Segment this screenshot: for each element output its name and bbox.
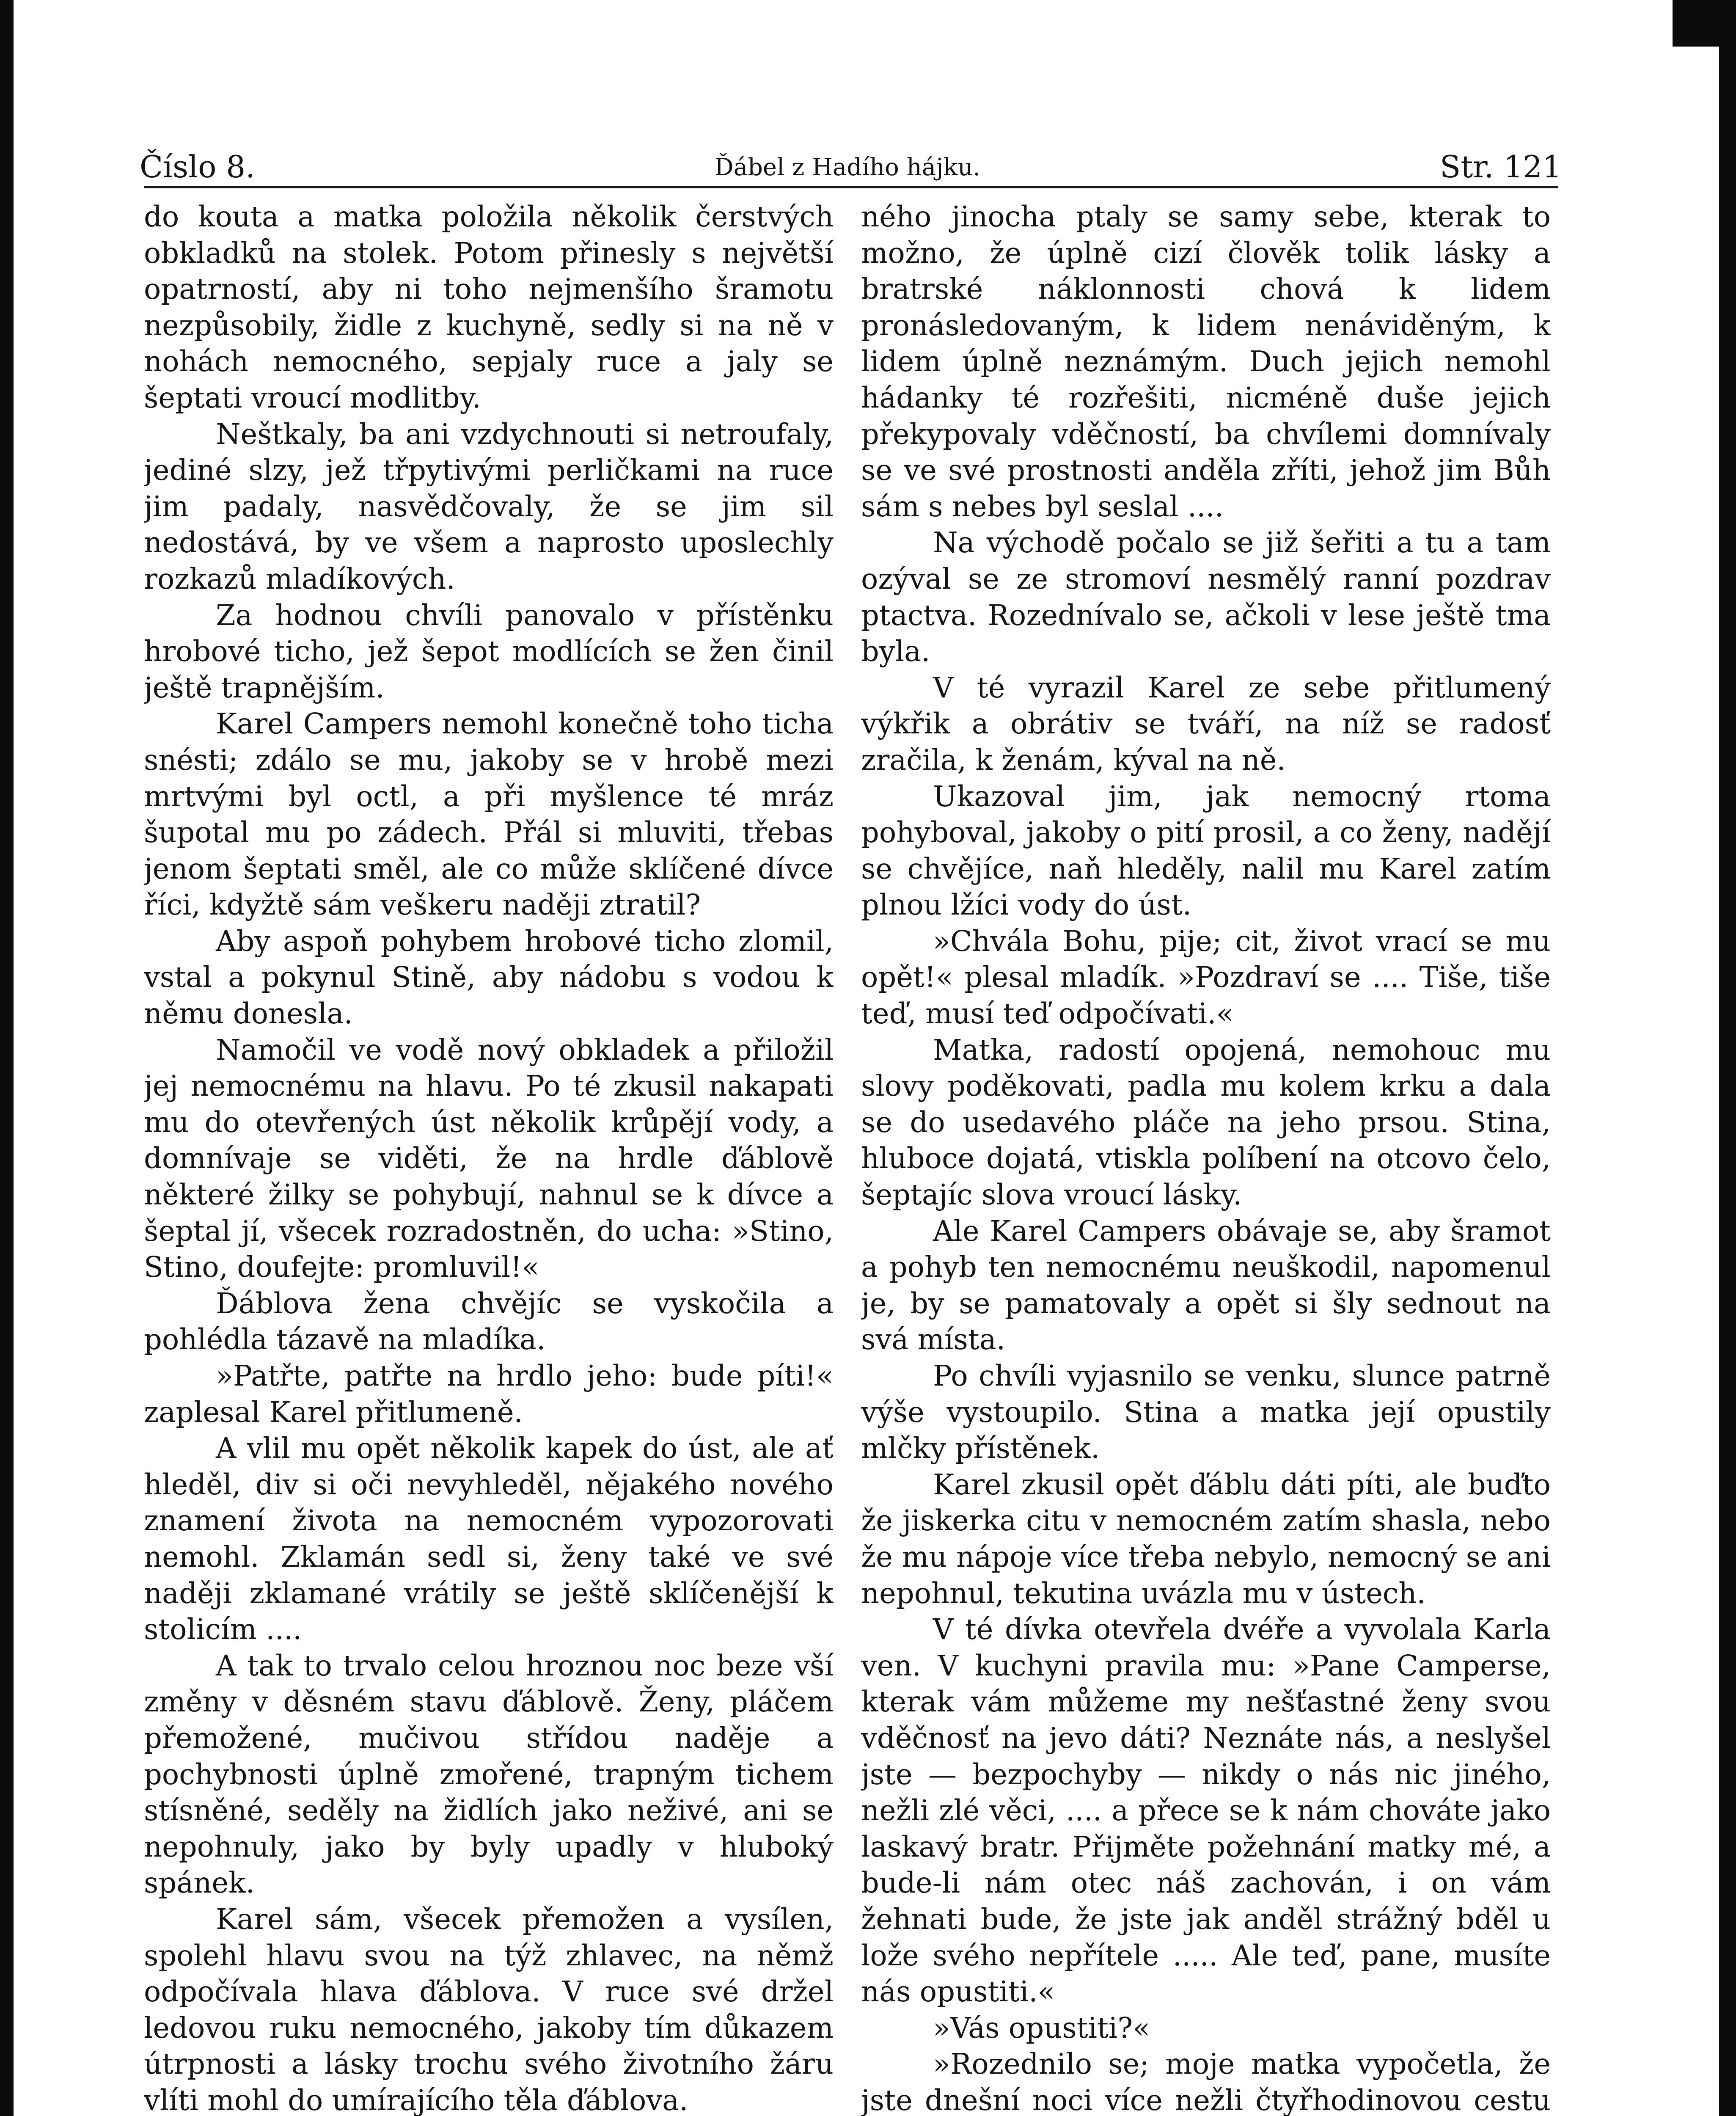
paragraph: Karel Campers nemohl konečně toho ticha snésti; zdálo se mu, jakoby se v hrobě mezi mrtvými byl octl, a při myšlence té mráz šupotal mu po zádech. Přál si mluviti, třebas jenom šeptati směl, ale co může sklíčené dívce říci, kdyžtě sám veškeru naději ztratil? xyxy=(144,707,834,922)
scan-border-left xyxy=(0,0,14,2116)
paragraph: do kouta a matka položila několik čerstvých obkladků na stolek. Potom přinesly s největší opatrností, aby ni toho nejmenšího šramotu nezpůsobily, židle z kuchyně, sedly si na ně v nohách nemocného, sepjaly ruce a jaly se šeptati vroucí modlitby. xyxy=(144,200,834,414)
paragraph: Karel sám, všecek přemožen a vysílen, spolehl hlavu svou na týž zhlavec, na němž odpočívala hlava ďáblova. V ruce své držel ledovou ruku nemocného, jakoby tím důkazem útrpnosti a lásky trochu svého životního žáru vlíti mohl do umírajícího těla ďáblova. xyxy=(144,1902,834,2116)
right-column xyxy=(861,199,1551,2116)
paragraph: Za hodnou chvíli panovalo v přístěnku hrobové ticho, jež šepot modlících se žen činil ještě trapnějším. xyxy=(144,598,834,704)
paragraph: V té dívka otevřela dvéře a vyvolala Karla ven. V kuchyni pravila mu: »Pane Camperse, kterak vám můžeme my nešťastné ženy svou vděčnosť na jevo dáti? Neznáte nás, a neslyšel jste — bezpochyby — nikdy o nás nic jiného, nežli zlé věci, .... a přece se k nám chováte jako laskavý bratr. Přijměte požehnání matky mé, a bude-li nám otec náš zachován, i on vám žehnati bude, že jste jak anděl strážný bděl u lože svého nepřítele ..... Ale teď, pane, musíte nás opustiti.« xyxy=(861,1613,1551,2009)
paragraph: Po chvíli vyjasnilo se venku, slunce patrně výše vystoupilo. Stina a matka její opustily mlčky přístěnek. xyxy=(861,1359,1551,1465)
paragraph: A vlil mu opět několik kapek do úst, ale ať hleděl, div si oči nevyhleděl, nějakého nového znamení života na nemocném vypozorovati nemohl. Zklamán sedl si, ženy také ve své naději zklamané vrátily se ještě sklíčenější k stolicím .... xyxy=(144,1432,834,1646)
paragraph: Ďáblova žena chvějíc se vyskočila a pohlédla tázavě na mladíka. xyxy=(144,1287,834,1356)
running-title: Ďábel z Hadího hájku. xyxy=(714,154,981,181)
paragraph: ného jinocha ptaly se samy sebe, kterak to možno, že úplně cizí člověk tolik lásky a bratrské náklonnosti chová k lidem pronásledovaným, k lidem nenáviděným, k lidem úplně neznámým. Duch jejich nemohl hádanky té rozřešiti, nicméně duše jejich překypovaly vděčností, ba chvílemi domnívaly se ve své prostnosti anděla zříti, jehož jim Bůh sám s nebes byl seslal .... xyxy=(861,200,1551,523)
paragraph: Na východě počalo se již šeřiti a tu a tam ozýval se ze stromoví nesmělý ranní pozdrav ptactva. Rozednívalo se, ačkoli v lese ještě tma byla. xyxy=(861,526,1551,668)
scan-border-corner xyxy=(1673,0,1736,47)
paragraph: Ukazoval jim, jak nemocný rtoma pohyboval, jakoby o pití prosil, a co ženy, nadějí se chvějíce, naň hleděly, nalil mu Karel zatím plnou lžíci vody do úst. xyxy=(861,780,1551,922)
paragraph: V té vyrazil Karel ze sebe přitlumený výkřik a obrátiv se tváří, na níž se radosť zračila, k ženám, kýval na ně. xyxy=(861,671,1551,777)
page-number: Str. 121 xyxy=(1440,149,1562,185)
page-header xyxy=(140,127,1562,185)
paragraph: Matka, radostí opojená, nemohouc mu slovy poděkovati, padla mu kolem krku a dala se do usedavého pláče na jeho prsou. Stina, hluboce dojatá, vtiskla políbení na otcovo čelo, šeptajíc slova vroucí lásky. xyxy=(861,1033,1551,1212)
paragraph: Ale Karel Campers obávaje se, aby šramot a pohyb ten nemocnému neuškodil, napomenul je, by se pamatovaly a opět si šly sednout na svá místa. xyxy=(861,1214,1551,1356)
scan-border-right xyxy=(1719,0,1736,2116)
paragraph: Karel zkusil opět ďáblu dáti píti, ale buďto že jiskerka citu v nemocném zatím shasla, nebo že mu nápoje více třeba nebylo, nemocný se ani nepohnul, tekutina uvázla mu v ústech. xyxy=(861,1468,1551,1610)
header-rule xyxy=(144,186,1558,188)
paragraph: »Patřte, patřte na hrdlo jeho: bude píti!« zaplesal Karel přitlumeně. xyxy=(144,1359,834,1429)
paragraph: Neštkaly, ba ani vzdychnouti si netroufaly, jediné slzy, jež třpytivými perličkami na ruce jim padaly, nasvědčovaly, že se jim sil nedostává, by ve všem a naprosto uposlechly rozkazů mladíkových. xyxy=(144,417,834,595)
paragraph: »Chvála Bohu, pije; cit, život vrací se mu opět!« plesal mladík. »Pozdraví se .... Tiše, tiše teď, musí teď odpočívati.« xyxy=(861,924,1551,1030)
paragraph: Namočil ve vodě nový obkladek a přiložil jej nemocnému na hlavu. Po té zkusil nakapati mu do otevřených úst několik krůpějí vody, a domnívaje se viděti, že na hrdle ďáblově některé žilky se pohybují, nahnul se k dívce a šeptal jí, všecek rozradostněn, do ucha: »Stino, Stino, doufejte: promluvil!« xyxy=(144,1033,834,1284)
paragraph: Aby aspoň pohybem hrobové ticho zlomil, vstal a pokynul Stině, aby nádobu s vodou k němu donesla. xyxy=(144,924,834,1030)
paragraph: »Rozednilo se; moje matka vypočetla, že jste dnešní noci více nežli čtyřhodinovou cestu xyxy=(861,2047,1551,2116)
issue-number: Číslo 8. xyxy=(140,149,256,185)
left-column xyxy=(144,199,834,2116)
paragraph: »Vás opustiti?« xyxy=(933,2011,1150,2044)
paragraph: A tak to trvalo celou hroznou noc beze vší změny v děsném stavu ďáblově. Ženy, pláčem přemožené, mučivou střídou naděje a pochybnosti úplně zmořené, trapným tichem stísněné, seděly na židlích jako neživé, ani se nepohnuly, jako by byly upadly v hluboký spánek. xyxy=(144,1649,834,1900)
